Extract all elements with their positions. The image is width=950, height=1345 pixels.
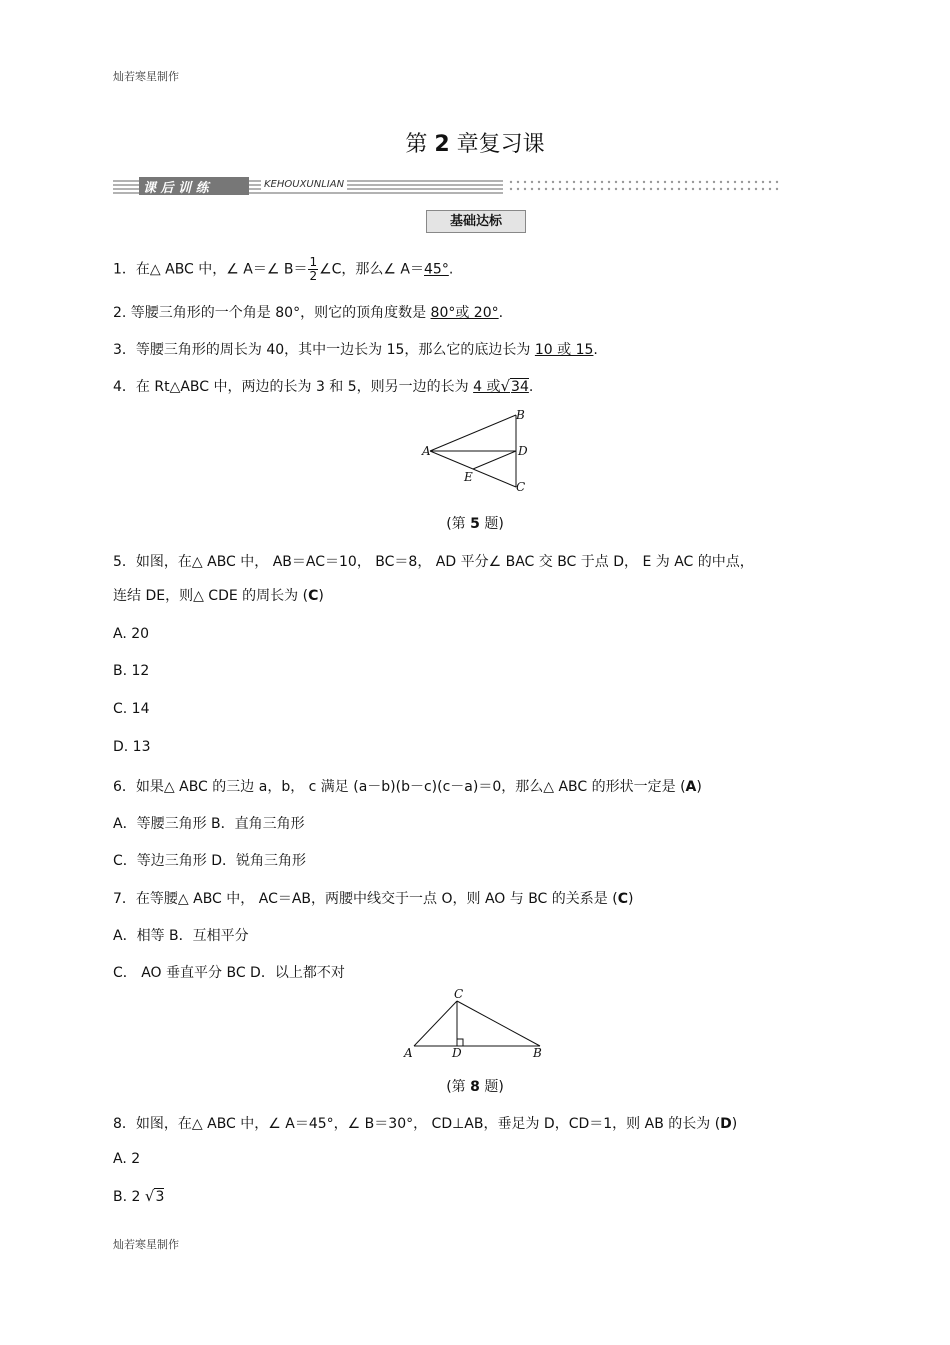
q6-answer: A [685, 779, 697, 795]
figure-5-caption [0, 513, 950, 533]
label-a: A [422, 444, 431, 458]
label-a: A [404, 1046, 413, 1060]
q3-stem: 3．等腰三角形的周长为 40，其中一边长为 15，那么它的底边长为 [113, 342, 535, 358]
q8-close-paren: ) [731, 1116, 738, 1132]
section-badge: 基础达标 [426, 210, 526, 233]
question-4 [113, 376, 533, 396]
q4-stem: 4．在 Rt△ABC 中，两边的长为 3 和 5，则另一边的长为 [113, 379, 474, 395]
figure-8-diagram [400, 985, 550, 1060]
title-chapter-number: 2 [434, 132, 450, 157]
q1-frac-denominator: 2 [309, 269, 318, 283]
q6-options-row-1: A．等腰三角形 B．直角三角形 [113, 816, 305, 832]
q8-option-a: A. 2 [113, 1151, 141, 1167]
question-7 [113, 888, 633, 908]
label-e: E [464, 470, 473, 484]
q7-answer: C [617, 891, 628, 907]
q5-option-d: D. 13 [113, 739, 151, 755]
title-prefix: 第 [405, 132, 435, 157]
q7-options-row-1: A．相等 B．互相平分 [113, 928, 249, 944]
fig5-caption-post: 题) [479, 516, 504, 532]
maker-footer: 灿若寒星制作 [113, 1238, 179, 1251]
q4-end: . [528, 379, 534, 395]
q8-answer: D [720, 1116, 732, 1132]
q8-option-b [113, 1187, 164, 1205]
fig8-caption-pre: (第 [446, 1079, 471, 1095]
sqrt-symbol: √ [500, 377, 511, 395]
q4-answer-radicand: 34 [511, 379, 529, 395]
fig8-caption-num: 8 [470, 1079, 480, 1095]
banner-graphic [113, 176, 783, 196]
q8-option-b-label: B. 2 [113, 1189, 145, 1205]
page-title [0, 127, 950, 158]
label-b: B [533, 1046, 542, 1060]
q3-end: . [593, 342, 598, 358]
label-c: C [454, 987, 464, 1001]
segment-de [473, 451, 516, 469]
q5-option-b: B. 12 [113, 663, 150, 679]
banner-label: 课 后 训 练 [143, 181, 209, 196]
fig5-caption-pre: (第 [446, 516, 471, 532]
fig8-caption-post: 题) [479, 1079, 504, 1095]
q7-options-row-2: C． AO 垂直平分 BC D．以上都不对 [113, 965, 345, 981]
section-banner [113, 176, 783, 196]
q5-stem-end: 连结 DE，则△ CDE 的周长为 ( [113, 588, 309, 604]
segment-ab [430, 415, 516, 451]
segment-bc [457, 1001, 540, 1046]
q1-frac-numerator: 1 [309, 255, 318, 269]
q8-option-b-radicand: 3 [155, 1189, 165, 1205]
label-d: D [518, 444, 528, 458]
question-8 [113, 1113, 737, 1133]
q5-close-paren: ) [318, 588, 324, 604]
q7-stem: 7．在等腰△ ABC 中， AC＝AB，两腰中线交于一点 O，则 AO 与 BC 的关系是 ( [113, 891, 618, 907]
question-5-line-2 [113, 585, 324, 605]
q1-answer: 45° [424, 261, 449, 278]
question-2 [113, 302, 503, 322]
segment-ac [414, 1001, 457, 1046]
q2-end: . [498, 305, 504, 321]
q1-stem: 1．在△ ABC 中，∠ A＝∠ B＝ [113, 261, 308, 278]
figure-8-caption [0, 1076, 950, 1096]
fig5-caption-num: 5 [470, 516, 480, 532]
label-b: B [516, 408, 525, 422]
q8-stem: 8．如图，在△ ABC 中，∠ A＝45°，∠ B＝30°， CD⊥AB，垂足为 D，CD＝1，则 AB 的长为 ( [113, 1116, 721, 1132]
label-c: C [516, 480, 526, 494]
q2-answer: 80°或 20° [430, 305, 499, 321]
question-3 [113, 339, 598, 359]
label-d: D [452, 1046, 462, 1060]
maker-header: 灿若寒星制作 [113, 70, 179, 83]
right-angle-mark [457, 1039, 463, 1046]
q1-stem-mid: ∠C，那么∠ A＝ [319, 261, 425, 278]
q6-stem: 6．如果△ ABC 的三边 a，b， c 满足 (a－b)(b－c)(c－a)＝0，那么△ ABC 的形状一定是 ( [113, 779, 686, 795]
question-6 [113, 776, 702, 796]
q6-options-row-2: C．等边三角形 D．锐角三角形 [113, 853, 307, 869]
q3-answer: 10 或 15 [534, 342, 594, 358]
banner-pinyin: KEHOUXUNLIAN [261, 179, 347, 190]
sqrt-symbol: √ [144, 1187, 155, 1205]
q5-option-c: C. 14 [113, 701, 150, 717]
question-5-line-1: 5．如图，在△ ABC 中， AB＝AC＝10， BC＝8， AD 平分∠ BAC 交 BC 于点 D， E 为 AC 的中点， [113, 554, 754, 570]
q6-close-paren: ) [696, 779, 702, 795]
q1-end: . [448, 261, 454, 278]
q7-close-paren: ) [627, 891, 634, 907]
q2-stem: 2. 等腰三角形的一个角是 80°，则它的顶角度数是 [113, 305, 431, 321]
figure-5-diagram [420, 405, 530, 497]
q4-answer [473, 379, 529, 395]
q5-option-a: A. 20 [113, 626, 150, 642]
q5-answer: C [308, 588, 319, 604]
q4-answer-int: 4 或 [473, 379, 501, 395]
question-1 [113, 256, 453, 283]
q1-fraction [308, 256, 318, 283]
title-suffix: 章复习课 [449, 132, 545, 157]
